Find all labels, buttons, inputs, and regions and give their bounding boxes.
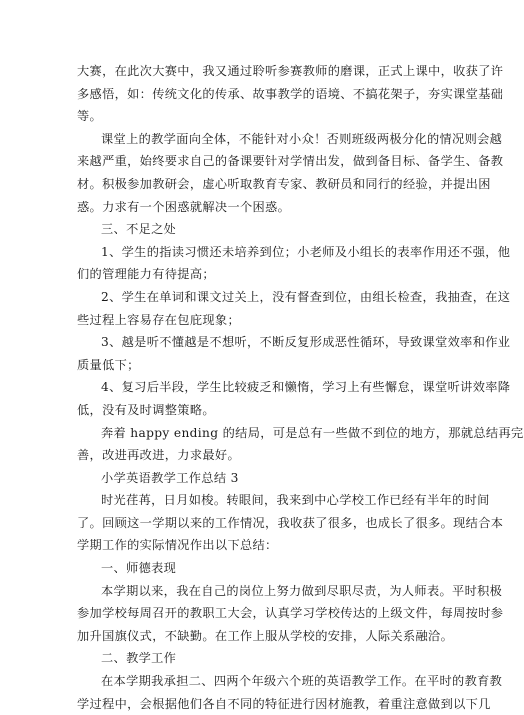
text-line: 大赛，在此次大赛中，我又通过聆听参赛教师的磨课，正式上课中，收获了许 <box>77 64 504 78</box>
text-line: 多感悟，如：传统文化的传承、故事教学的语境、不搞花架子，夯实课堂基础 <box>77 86 504 101</box>
text-line: 小学英语教学工作总结 3 <box>101 470 239 485</box>
text-line: 奔着 happy ending 的结局，可是总有一些做不到位的地方，那就总结再完 <box>101 425 524 440</box>
text-line: 了。回顾这一学期以来的工作情况，我收获了很多，也成长了很多。现结合本 <box>77 515 504 530</box>
text-line: 低，没有及时调整策略。 <box>77 402 215 417</box>
text-line: 学期工作的实际情况作出以下总结： <box>77 538 278 553</box>
text-line: 3、越是听不懂越是不想听，不断反复形成恶性循环，导致课堂效率和作业 <box>101 335 511 350</box>
text-line: 4、复习后半段，学生比较疲乏和懒惰，学习上有些懈怠，课堂听讲效率降 <box>101 380 511 395</box>
text-line: 时光荏苒，日月如梭。转眼间，我来到中心学校工作已经有半年的时间 <box>101 493 490 508</box>
text-line: 来越严重，始终要求自己的备课要针对学情出发，做到备目标、备学生、备教 <box>77 154 504 169</box>
text-line: 1、学生的指读习惯还未培养到位；小老师及小组长的表率作用还不强，他 <box>101 244 511 259</box>
text-line: 本学期以来，我在自己的岗位上努力做到尽职尽责，为人师表。平时积极 <box>101 583 503 598</box>
text-line: 三、不足之处 <box>101 222 177 237</box>
text-line: 加升国旗仪式，不缺勤。在工作上服从学校的安排，人际关系融洽。 <box>77 628 454 643</box>
text-line: 二、教学工作 <box>101 651 177 666</box>
text-line: 质量低下； <box>77 357 140 372</box>
text-line: 课堂上的教学面向全体，不能针对小众！否则班级两极分化的情况则会越 <box>101 131 503 146</box>
text-line: 惑。力求有一个困惑就解决一个困惑。 <box>77 199 291 214</box>
text-line: 材。积极参加教研会，虚心听取教育专家、教研员和同行的经验，并提出困 <box>77 176 491 191</box>
text-line: 些过程上容易存在包庇现象； <box>77 312 240 327</box>
text-line: 在本学期我承担二、四两个年级六个班的英语教学工作。在平时的教育教 <box>101 674 503 689</box>
text-line: 2、学生在单词和课文过关上，没有督查到位，由组长检查，我抽查，在这 <box>101 289 511 304</box>
text-line: 参加学校每周召开的教职工大会，认真学习学校传达的上级文件，每周按时参 <box>77 606 504 621</box>
text-line: 们的管理能力有待提高； <box>77 267 215 282</box>
text-line: 善，改进再改进，力求最好。 <box>77 448 240 463</box>
document-body <box>77 60 524 715</box>
text-line: 学过程中，会根据他们各自不同的特征进行因材施教，着重注意做到以下几 <box>77 696 491 711</box>
text-line: 一、师德表现 <box>101 561 177 576</box>
text-line: 等。 <box>77 109 103 124</box>
